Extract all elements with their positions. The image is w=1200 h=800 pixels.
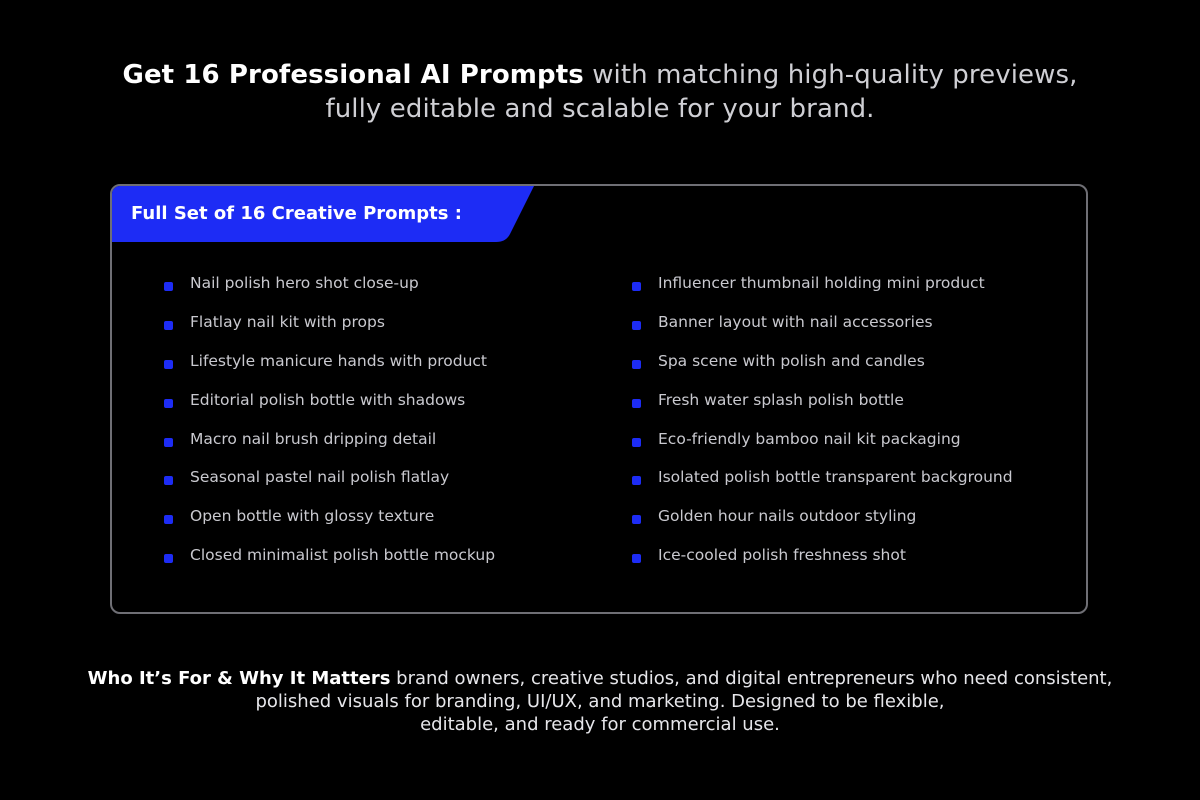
list-item: [164, 503, 495, 542]
list-item: [632, 270, 1013, 309]
list-item-text: Ice-cooled polish freshness shot: [658, 546, 906, 565]
list-item-text: Open bottle with glossy texture: [190, 507, 435, 526]
square-bullet-icon: [632, 360, 641, 369]
footer-strong: Who It’s For & Why It Matters: [87, 668, 391, 689]
list-item: [164, 464, 495, 503]
square-bullet-icon: [632, 282, 641, 291]
list-item-text: Banner layout with nail accessories: [658, 312, 933, 331]
headline-strong: Get 16 Professional AI Prompts: [122, 60, 584, 90]
headline: [0, 58, 1200, 126]
list-item-text: Nail polish hero shot close-up: [190, 274, 419, 292]
list-item-text: Seasonal pastel nail polish flatlay: [190, 468, 450, 487]
list-item: [164, 309, 495, 348]
list-item: [164, 387, 495, 426]
square-bullet-icon: [632, 554, 641, 563]
list-item: [632, 348, 1013, 387]
square-bullet-icon: [164, 554, 173, 563]
square-bullet-icon: [632, 476, 641, 485]
list-item: [632, 503, 1013, 542]
square-bullet-icon: [632, 399, 641, 408]
square-bullet-icon: [164, 515, 173, 524]
square-bullet-icon: [632, 321, 641, 330]
list-item-text: Closed minimalist polish bottle mockup: [190, 546, 496, 565]
square-bullet-icon: [164, 438, 173, 447]
list-item-text: Macro nail brush dripping detail: [190, 429, 437, 448]
list-item-text: Eco-friendly bamboo nail kit packaging: [658, 429, 961, 448]
footer-description: [0, 667, 1200, 736]
card-title-tab: [112, 186, 534, 242]
square-bullet-icon: [632, 515, 641, 524]
footer-line-1: [0, 667, 1200, 690]
square-bullet-icon: [164, 360, 173, 369]
list-item-text: Isolated polish bottle transparent background: [658, 468, 1013, 487]
list-item-text: Lifestyle manicure hands with product: [190, 351, 488, 370]
list-item: [632, 464, 1013, 503]
footer-line-2: polished visuals for branding, UI/UX, and marketing. Designed to be flexible,: [255, 691, 945, 712]
prompt-list-left: [164, 270, 495, 581]
list-item: [632, 426, 1013, 465]
list-item: [632, 309, 1013, 348]
headline-line-1-rest: with matching high-quality previews,: [583, 60, 1078, 90]
prompts-card: [110, 184, 1088, 614]
square-bullet-icon: [632, 438, 641, 447]
prompt-list-right: [632, 270, 1013, 581]
list-item: [632, 542, 1013, 581]
list-item-text: Flatlay nail kit with props: [190, 312, 385, 331]
footer-line-1-rest: brand owners, creative studios, and digital entrepreneurs who need consistent,: [390, 668, 1113, 689]
headline-line-2: fully editable and scalable for your brand.: [325, 94, 875, 124]
list-item: [164, 426, 495, 465]
headline-line-1: [0, 58, 1200, 92]
list-item-text: Editorial polish bottle with shadows: [190, 390, 466, 409]
list-item-text: Golden hour nails outdoor styling: [658, 507, 917, 526]
square-bullet-icon: [164, 399, 173, 408]
footer-line-3: editable, and ready for commercial use.: [420, 714, 780, 735]
list-item-text: Fresh water splash polish bottle: [658, 390, 904, 409]
list-item-text: Spa scene with polish and candles: [658, 351, 925, 370]
list-item: [164, 270, 495, 309]
list-item: [164, 542, 495, 581]
square-bullet-icon: [164, 282, 173, 291]
list-item: [164, 348, 495, 387]
card-title: Full Set of 16 Creative Prompts :: [131, 203, 462, 224]
square-bullet-icon: [164, 476, 173, 485]
list-item-text: Influencer thumbnail holding mini product: [658, 274, 985, 292]
list-item: [632, 387, 1013, 426]
square-bullet-icon: [164, 321, 173, 330]
